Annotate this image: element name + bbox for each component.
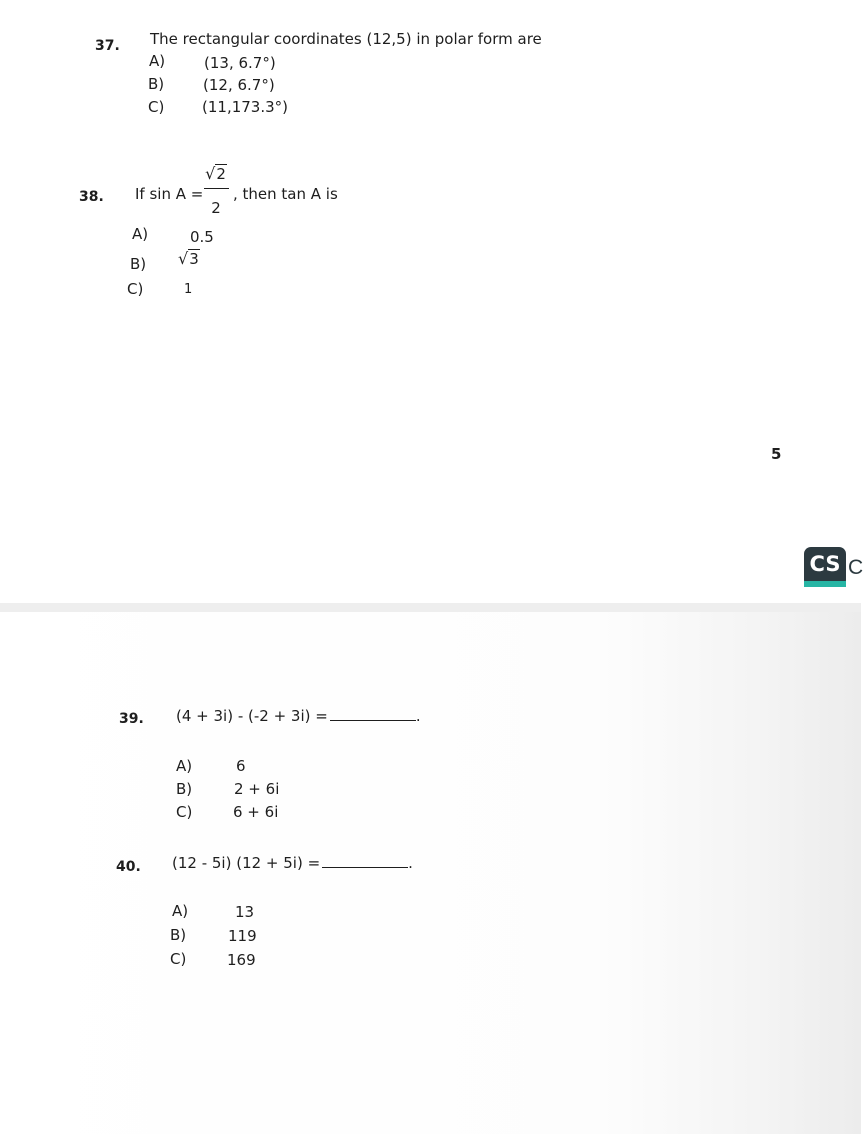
option-label: B)	[148, 75, 165, 93]
radicand: 2	[216, 165, 226, 183]
option-label: C)	[170, 950, 187, 968]
option-label: C)	[148, 98, 165, 116]
page-separator	[0, 603, 861, 612]
question-number: 40.	[116, 859, 141, 875]
question-number: 38.	[79, 189, 104, 205]
option-label: A)	[149, 52, 166, 70]
end-mark: .	[408, 854, 413, 872]
question-expression: (12 - 5i) (12 + 5i) =	[172, 854, 321, 872]
badge-text: CS	[809, 552, 841, 576]
question-prefix: If sin A =	[135, 185, 204, 203]
badge-stripe	[804, 581, 846, 587]
fraction-denominator: 2	[211, 199, 221, 217]
fraction-bar	[204, 188, 229, 189]
answer-blank	[330, 708, 416, 721]
option-value: 6	[236, 757, 246, 775]
option-value: 119	[228, 927, 257, 945]
camscanner-logo	[804, 547, 846, 587]
page-bottom	[0, 612, 861, 1134]
option-label: A)	[176, 757, 193, 775]
option-value: (11,173.3°)	[202, 98, 289, 116]
option-value: 6 + 6i	[233, 803, 279, 821]
question-number: 37.	[95, 38, 120, 54]
option-label: A)	[172, 902, 189, 920]
option-value: (12, 6.7°)	[203, 76, 275, 94]
badge-trailing-text: C	[848, 556, 863, 579]
option-label: B)	[130, 255, 147, 273]
option-value: 2 + 6i	[234, 780, 280, 798]
option-value: 13	[235, 903, 255, 921]
option-value-sqrt: √3	[178, 249, 199, 268]
option-value: 169	[227, 951, 256, 969]
end-mark: .	[415, 707, 421, 725]
answer-blank	[322, 855, 408, 868]
question-number: 39.	[119, 711, 144, 727]
question-text	[172, 854, 413, 872]
page-number: 5	[771, 445, 782, 463]
option-value: 0.5	[190, 228, 214, 246]
fraction-numerator: √2	[205, 164, 226, 183]
option-value: (13, 6.7°)	[204, 54, 276, 72]
question-text	[176, 707, 421, 725]
option-label: C)	[176, 803, 193, 821]
question-text: The rectangular coordinates (12,5) in polar form are	[150, 30, 542, 48]
option-label: B)	[170, 926, 187, 944]
option-label: A)	[132, 225, 149, 243]
question-expression: (4 + 3i) - (-2 + 3i) =	[176, 707, 328, 725]
option-label: C)	[127, 280, 144, 298]
option-label: B)	[176, 780, 193, 798]
radicand: 3	[189, 250, 199, 268]
option-value: 1	[184, 282, 193, 297]
question-suffix: , then tan A is	[233, 185, 338, 203]
